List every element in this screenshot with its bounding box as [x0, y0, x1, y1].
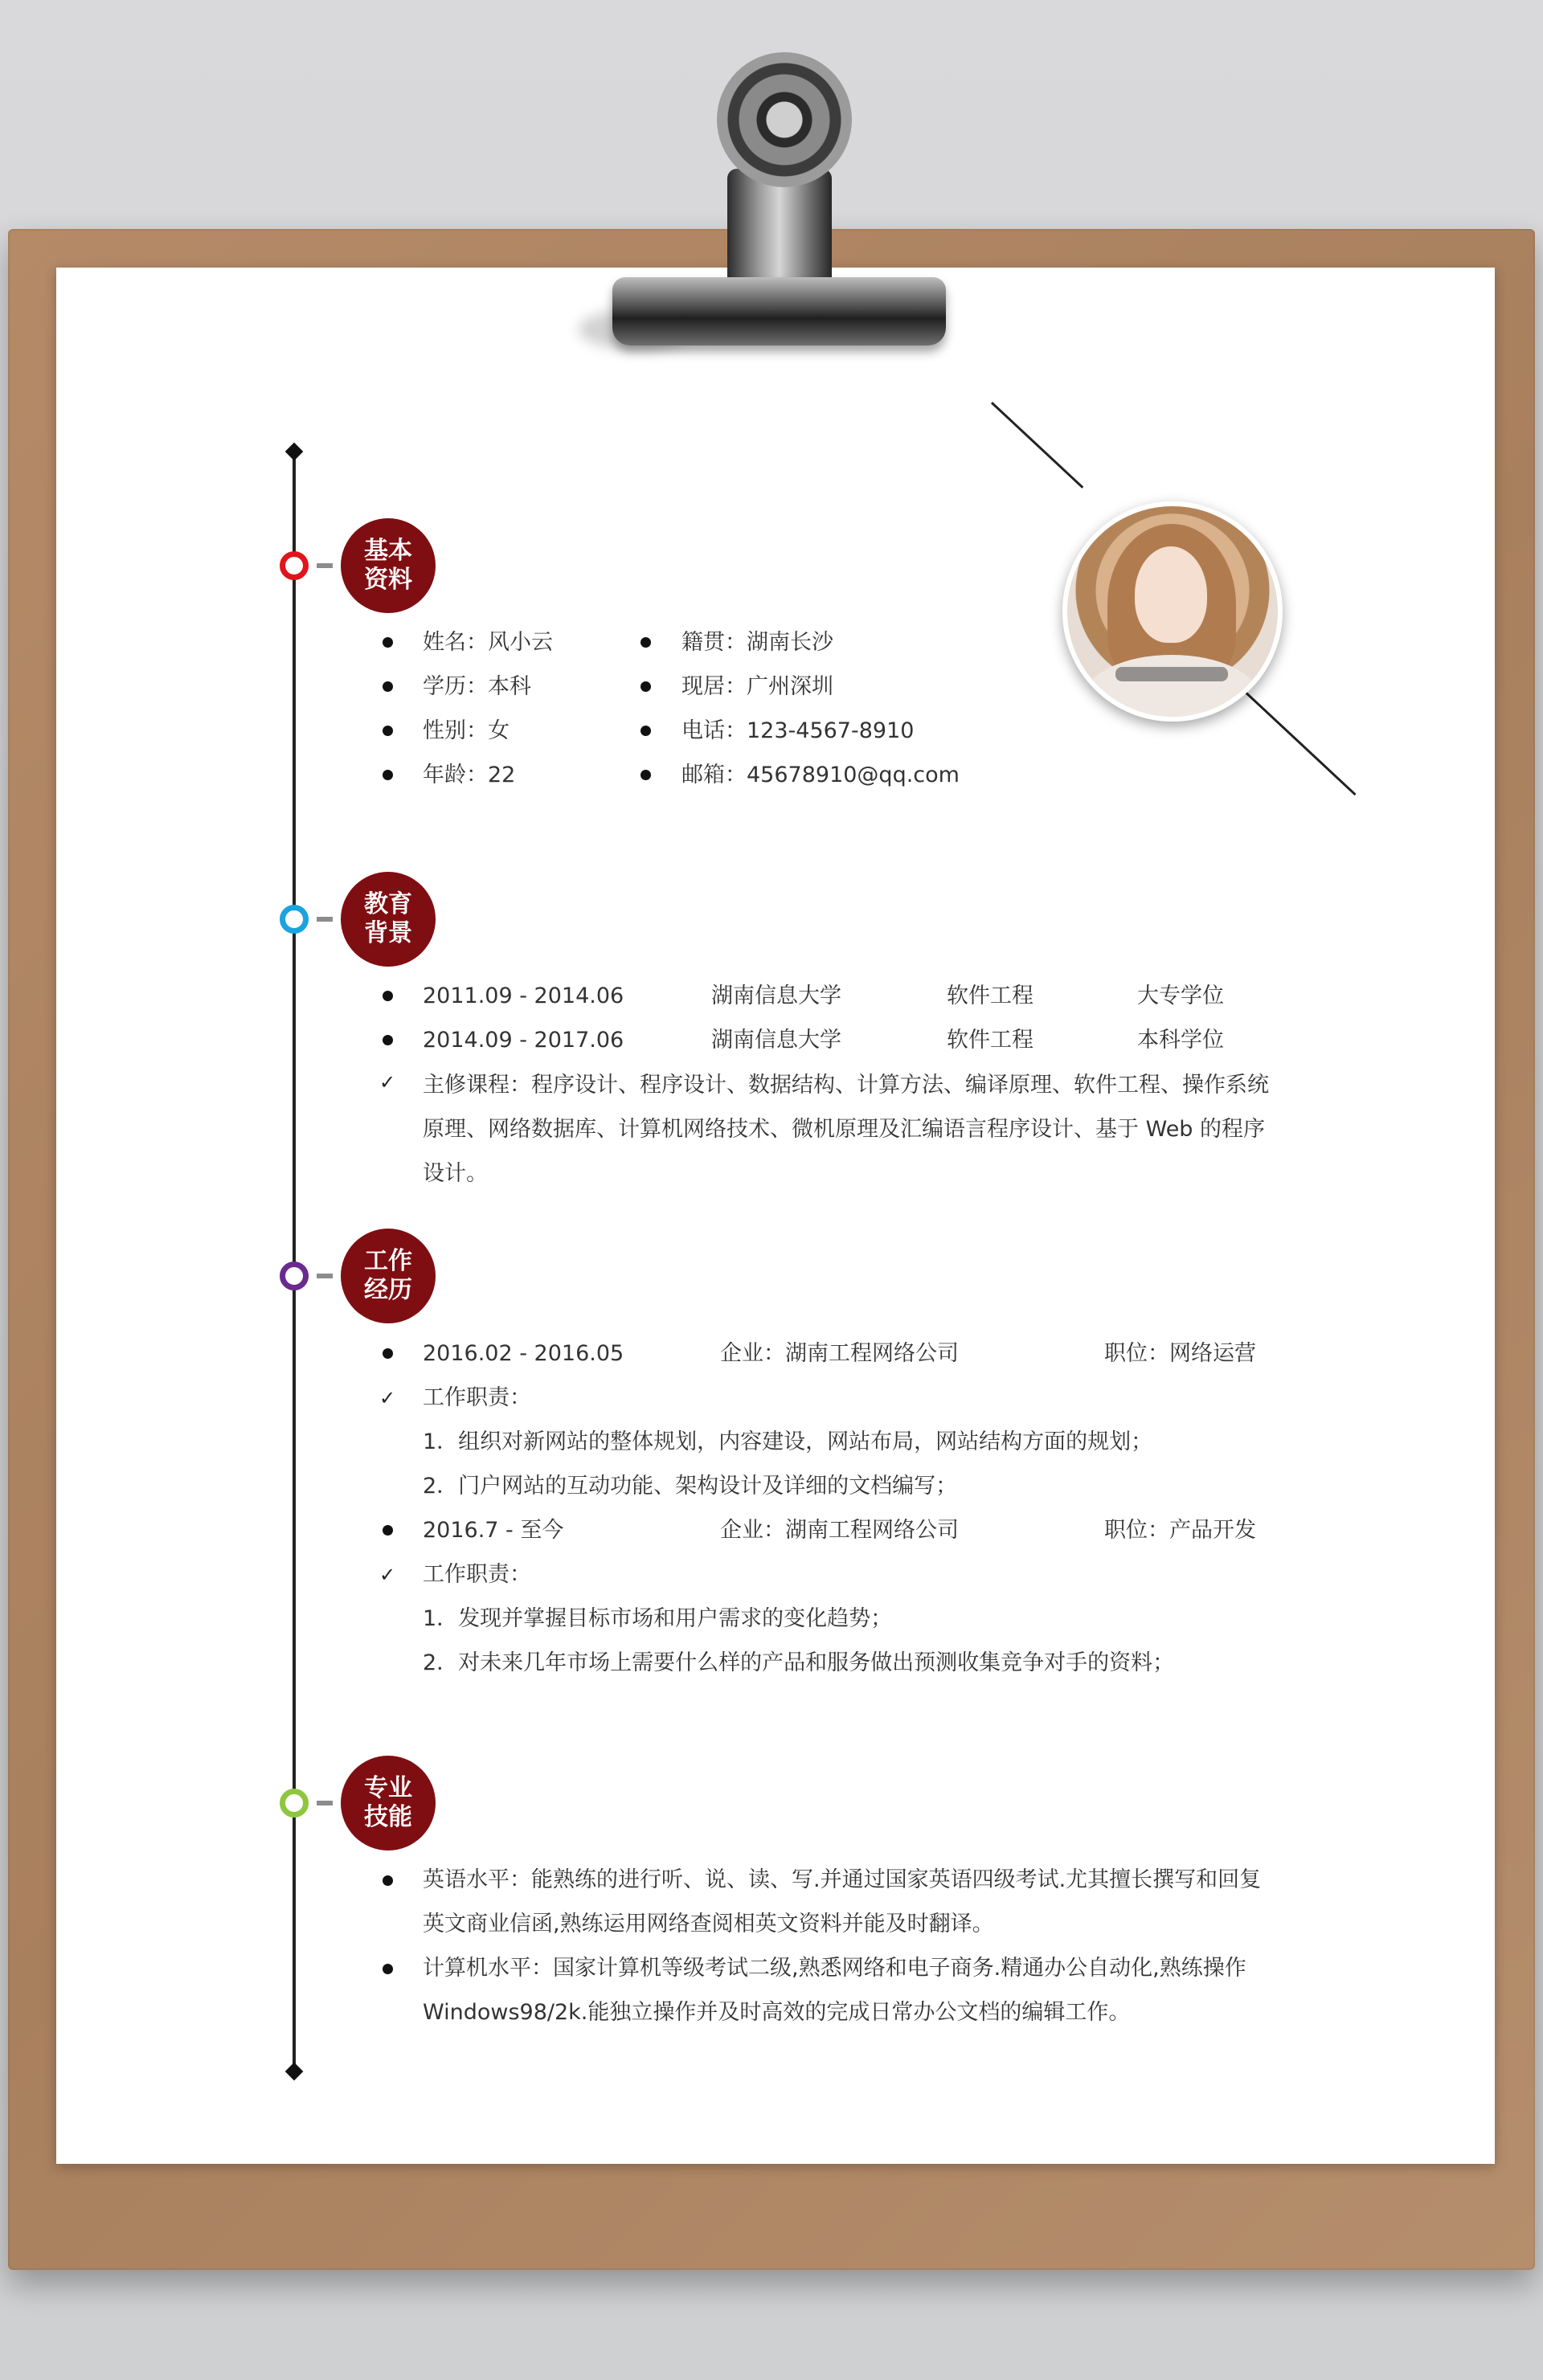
- job-duty-label: 工作职责：: [423, 1385, 531, 1410]
- section-title-education: 教育背景: [364, 890, 412, 947]
- timeline-node-education: [280, 905, 309, 934]
- bullet: [383, 770, 393, 780]
- info-hometown: 籍贯：湖南长沙: [681, 630, 833, 655]
- job-company: 企业：湖南工程网络公司: [720, 1341, 959, 1366]
- timeline-node-skills: [280, 1789, 309, 1818]
- section-badge-work: [341, 1229, 436, 1323]
- section-badge-basic: [341, 518, 436, 613]
- info-gender: 性别：女: [423, 718, 510, 743]
- bullet: [383, 681, 393, 692]
- binder-clip-icon: [717, 52, 852, 187]
- section-title-work: 工作经历: [364, 1247, 412, 1304]
- bullet: [641, 770, 651, 780]
- job-period: 2016.02 - 2016.05: [423, 1341, 624, 1366]
- edu-school: 湖南信息大学: [711, 983, 841, 1008]
- edu-major: 软件工程: [947, 1028, 1033, 1053]
- section-title-basic: 基本资料: [364, 537, 412, 594]
- check-icon: ✓: [379, 1071, 396, 1094]
- job-period: 2016.7 - 至今: [423, 1518, 564, 1543]
- bullet: [383, 1035, 393, 1045]
- edu-school: 湖南信息大学: [711, 1028, 841, 1053]
- avatar: [1062, 501, 1283, 722]
- edu-period: 2011.09 - 2014.06: [423, 983, 624, 1008]
- bullet: [383, 1875, 393, 1886]
- check-icon: ✓: [379, 1387, 396, 1409]
- job-company: 企业：湖南工程网络公司: [720, 1518, 959, 1543]
- timeline-node-basic: [280, 551, 309, 580]
- info-email: 邮箱：45678910@qq.com: [681, 763, 960, 787]
- section-badge-skills: [341, 1756, 436, 1850]
- timeline-dash-skills: [317, 1801, 333, 1805]
- info-residence: 现居：广州深圳: [681, 674, 833, 699]
- bullet: [641, 637, 651, 648]
- info-name: 姓名：风小云: [423, 630, 553, 655]
- job-position: 职位：网络运营: [1104, 1341, 1256, 1366]
- edu-major: 软件工程: [947, 983, 1033, 1008]
- timeline-dash-work: [317, 1274, 333, 1278]
- job-duty: 2．门户网站的互动功能、架构设计及详细的文档编写；: [423, 1474, 958, 1499]
- edu-degree: 本科学位: [1137, 1028, 1224, 1053]
- binder-clip-base: [612, 277, 946, 346]
- bullet: [383, 991, 393, 1001]
- info-phone: 电话：123-4567-8910: [681, 718, 915, 743]
- avatar-shoulder: [1083, 655, 1260, 722]
- skill-computer: 计算机水平：国家计算机等级考试二级,熟悉网络和电子商务.精通办公自动化,熟练操作Windows98/2k.能独立操作并及时高效的完成日常办公文档的编辑工作。: [423, 1956, 1246, 2025]
- bullet: [383, 1525, 393, 1536]
- timeline-dash-education: [317, 917, 333, 922]
- avatar-face: [1135, 546, 1207, 643]
- bullet: [383, 1348, 393, 1359]
- job-position: 职位：产品开发: [1104, 1518, 1256, 1543]
- info-education: 学历：本科: [423, 674, 531, 699]
- check-icon: ✓: [379, 1564, 396, 1586]
- job-duty: 1．组织对新网站的整体规划，内容建设，网站布局，网站结构方面的规划；: [423, 1429, 1153, 1454]
- timeline-dash-basic: [317, 563, 333, 568]
- bullet: [383, 1964, 393, 1974]
- edu-period: 2014.09 - 2017.06: [423, 1028, 624, 1053]
- info-age: 年龄：22: [423, 763, 516, 787]
- job-duty: 1．发现并掌握目标市场和用户需求的变化趋势；: [423, 1606, 893, 1631]
- edu-courses: 主修课程：程序设计、程序设计、数据结构、计算方法、编译原理、软件工程、操作系统原理、网络数据库、计算机网络技术、微机原理及汇编语言程序设计、基于 Web 的程序设计。: [423, 1073, 1269, 1186]
- bullet: [383, 637, 393, 648]
- edu-degree: 大专学位: [1137, 983, 1224, 1008]
- section-title-skills: 专业技能: [364, 1774, 412, 1831]
- bullet: [383, 726, 393, 736]
- timeline-node-work: [280, 1262, 309, 1290]
- bullet: [641, 726, 651, 736]
- bullet: [641, 681, 651, 692]
- job-duty: 2．对未来几年市场上需要什么样的产品和服务做出预测收集竞争对手的资料；: [423, 1650, 1175, 1675]
- job-duty-label: 工作职责：: [423, 1562, 531, 1587]
- section-badge-education: [341, 872, 436, 967]
- avatar-collar: [1115, 667, 1228, 681]
- skill-english: 英语水平：能熟练的进行听、说、读、写.并通过国家英语四级考试.尤其擅长撰写和回复英文商业信函,熟练运用网络查阅相英文资料并能及时翻译。: [423, 1867, 1262, 1936]
